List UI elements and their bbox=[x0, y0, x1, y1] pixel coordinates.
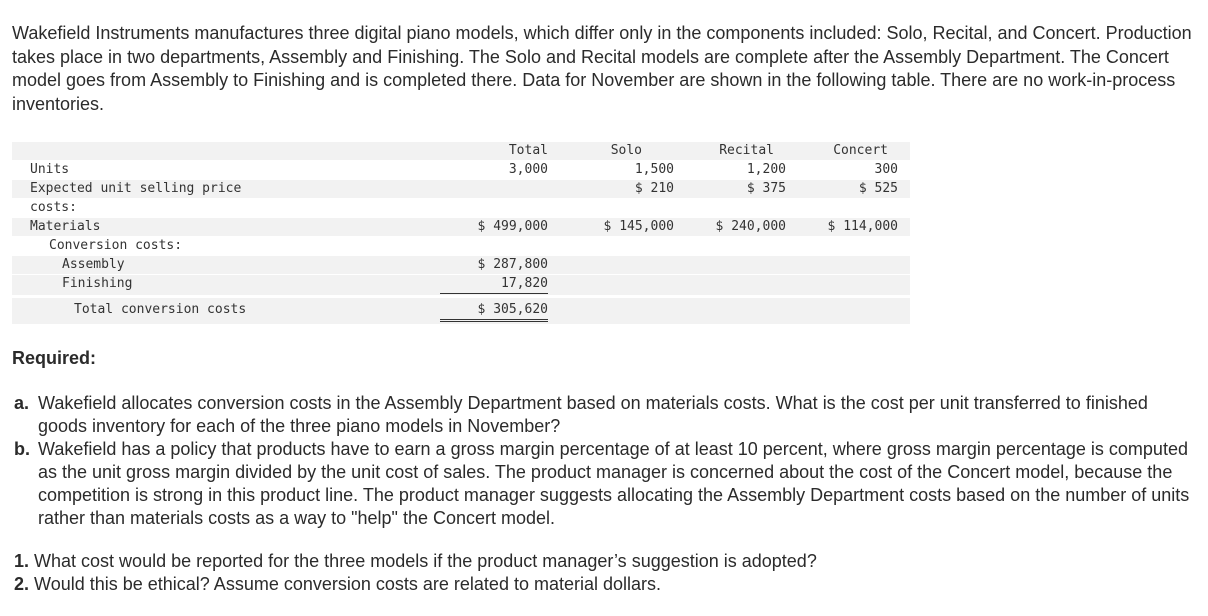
row-label-assembly: Assembly bbox=[62, 257, 125, 272]
table-row bbox=[12, 161, 910, 179]
row-label-total-conversion: Total conversion costs bbox=[74, 302, 247, 317]
table-row bbox=[12, 199, 910, 217]
table-header-row bbox=[12, 142, 910, 160]
required-heading: Required: bbox=[12, 348, 97, 368]
question-a-label: a. bbox=[14, 393, 30, 413]
materials-recital: $ 240,000 bbox=[715, 219, 786, 234]
table-row bbox=[12, 298, 910, 324]
row-label-finishing: Finishing bbox=[62, 276, 133, 291]
row-label-materials: Materials bbox=[30, 219, 101, 234]
table-row bbox=[12, 275, 910, 295]
question-2 bbox=[14, 573, 1194, 596]
question-2-text: Would this be ethical? Assume conversion costs are related to material dollars. bbox=[34, 574, 662, 594]
assembly-total: $ 287,800 bbox=[477, 257, 548, 272]
table-row bbox=[12, 180, 910, 198]
question-2-label: 2. bbox=[14, 574, 30, 594]
total-conversion-total: $ 305,620 bbox=[440, 301, 548, 322]
table-row bbox=[12, 256, 910, 274]
header-solo: Solo bbox=[610, 143, 642, 158]
question-a bbox=[14, 392, 1194, 438]
header-total: Total bbox=[508, 143, 548, 158]
table-row bbox=[12, 237, 910, 255]
row-label-price: Expected unit selling price bbox=[30, 181, 242, 196]
finishing-total: 17,820 bbox=[440, 275, 548, 294]
materials-total: $ 499,000 bbox=[477, 219, 548, 234]
price-concert: $ 525 bbox=[858, 181, 898, 196]
question-b-label: b. bbox=[14, 439, 30, 459]
header-recital: Recital bbox=[719, 143, 774, 158]
row-label-conversion: Conversion costs: bbox=[49, 238, 183, 253]
units-solo: 1,500 bbox=[634, 162, 674, 177]
units-concert: 300 bbox=[874, 162, 898, 177]
units-total: 3,000 bbox=[508, 162, 548, 177]
price-recital: $ 375 bbox=[746, 181, 786, 196]
table-row bbox=[12, 218, 910, 236]
question-1 bbox=[14, 550, 1194, 573]
header-concert: Concert bbox=[833, 143, 888, 158]
row-label-costs: costs: bbox=[30, 200, 77, 215]
question-list bbox=[14, 392, 1194, 596]
problem-intro: Wakefield Instruments manufactures three digital piano models, which differ only in the components included: Solo, Recital, and Concert. Production takes place in two departments, Assembly and Finishing. The Solo and Recital models are complete after the Assembly Department. The Concert model goes from Assembly to Finishing and is completed there. Data for November are shown in the following table. There are no work-in-process inventories. bbox=[12, 23, 1192, 114]
row-label-units: Units bbox=[30, 162, 70, 177]
materials-solo: $ 145,000 bbox=[603, 219, 674, 234]
units-recital: 1,200 bbox=[746, 162, 786, 177]
price-solo: $ 210 bbox=[634, 181, 674, 196]
materials-concert: $ 114,000 bbox=[827, 219, 898, 234]
question-1-label: 1. bbox=[14, 551, 30, 571]
question-a-text: Wakefield allocates conversion costs in the Assembly Department based on materials costs. What is the cost per unit transferred to finished goods inventory for each of the three piano models in November? bbox=[38, 393, 1148, 436]
question-b-text: Wakefield has a policy that products have to earn a gross margin percentage of at least 10 percent, where gross margin percentage is computed as the unit gross margin divided by the unit cost of sales. The product manager is concerned about the cost of the Concert model, because the competition is strong in this product line. The product manager suggests allocating the Assembly Department costs based on the number of units rather than materials costs as a way to "help" the Concert model. bbox=[38, 439, 1190, 528]
question-b bbox=[14, 438, 1194, 530]
question-1-text: What cost would be reported for the three models if the product manager’s suggestion is adopted? bbox=[34, 551, 817, 571]
data-table bbox=[12, 142, 910, 324]
